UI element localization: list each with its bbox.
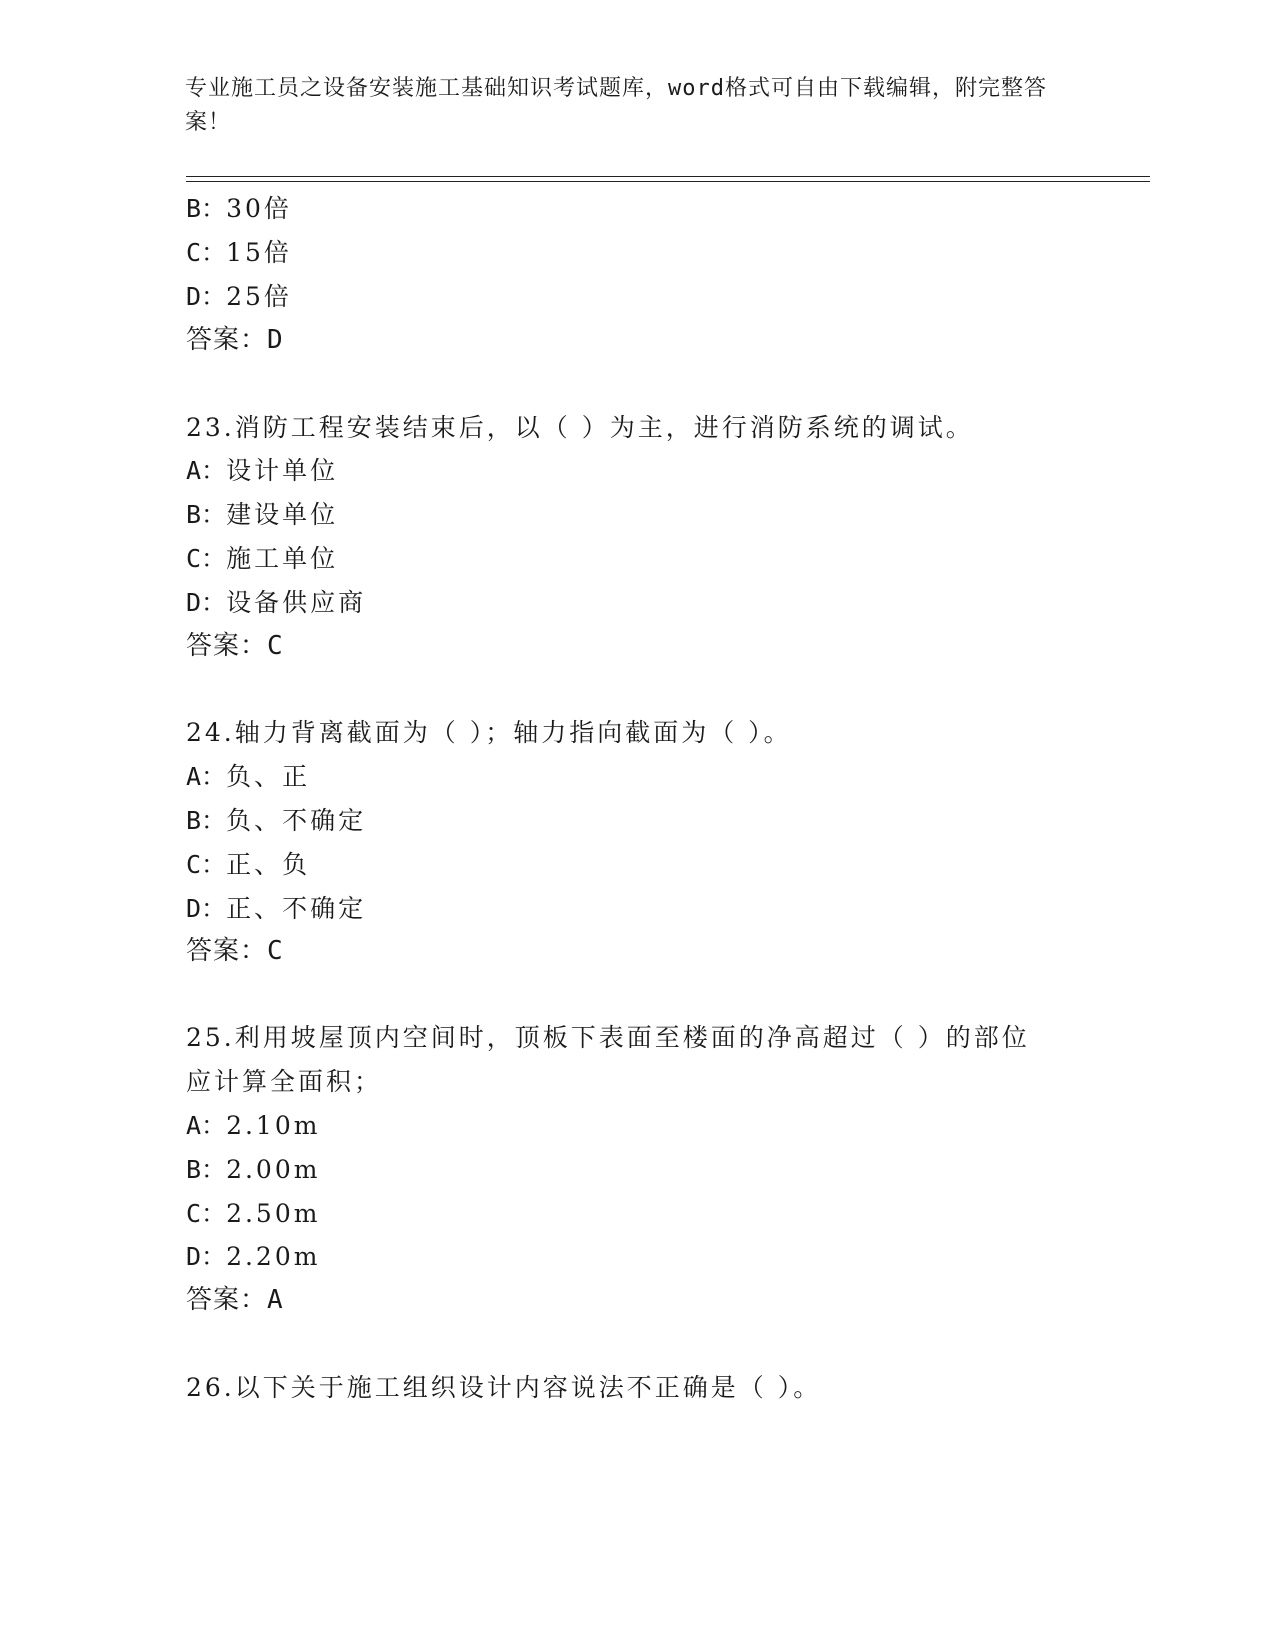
option-text: 正、不确定: [226, 894, 367, 923]
option-letter: D：: [186, 588, 227, 617]
prev-option-b: [186, 193, 292, 225]
option-text: 15倍: [226, 238, 292, 267]
option-text: 施工单位: [226, 544, 339, 573]
q23-option-c: [186, 543, 338, 575]
prev-option-c: [186, 237, 292, 269]
option-letter: C：: [186, 1199, 227, 1228]
option-text: 2.00m: [226, 1155, 321, 1184]
q23-option-a: [186, 455, 338, 487]
option-letter: B：: [186, 1155, 227, 1184]
q25-option-a: [186, 1110, 320, 1142]
q25-option-b: [186, 1154, 320, 1186]
option-letter: D：: [186, 894, 227, 923]
q25-option-c: [186, 1198, 320, 1230]
option-letter: C：: [186, 544, 227, 573]
header-divider-top: [186, 176, 1150, 177]
question-24-stem: 24.轴力背离截面为（ ）；轴力指向截面为（ ）。: [186, 718, 792, 747]
option-letter: B：: [186, 500, 227, 529]
option-text: 正、负: [226, 850, 311, 879]
header-divider-bottom: [186, 181, 1150, 182]
option-letter: B：: [186, 194, 227, 223]
option-text: 设计单位: [226, 456, 339, 485]
document-header: 专业施工员之设备安装施工基础知识考试题库，word格式可自由下载编辑，附完整答案！: [185, 76, 1047, 135]
option-text: 2.10m: [226, 1111, 321, 1140]
question-25-stem-line-1: 25.利用坡屋顶内空间时，顶板下表面至楼面的净高超过（ ）的部位: [186, 1023, 1030, 1052]
q24-option-b: [186, 805, 366, 837]
q24-option-d: [186, 893, 366, 925]
option-text: 2.20m: [226, 1242, 321, 1271]
option-text: 设备供应商: [226, 588, 367, 617]
option-text: 2.50m: [226, 1199, 321, 1228]
q24-answer: 答案：C: [186, 936, 284, 966]
prev-answer: 答案：D: [186, 325, 284, 355]
q23-answer: 答案：C: [186, 631, 284, 661]
option-text: 30倍: [226, 194, 292, 223]
option-letter: C：: [186, 850, 227, 879]
option-text: 建设单位: [226, 500, 339, 529]
q23-option-b: [186, 499, 338, 531]
option-letter: B：: [186, 806, 227, 835]
q25-answer: 答案：A: [186, 1285, 284, 1315]
prev-option-d: [186, 281, 292, 313]
q25-option-d: [186, 1241, 320, 1273]
option-letter: A：: [186, 1111, 227, 1140]
option-text: 负、正: [226, 762, 311, 791]
option-letter: D：: [186, 282, 227, 311]
option-letter: A：: [186, 762, 227, 791]
q24-option-c: [186, 849, 310, 881]
option-text: 25倍: [226, 282, 292, 311]
option-letter: C：: [186, 238, 227, 267]
question-23-stem: 23.消防工程安装结束后，以（ ）为主，进行消防系统的调试。: [186, 413, 974, 442]
question-25-stem-line-2: 应计算全面积；: [186, 1067, 383, 1096]
option-letter: D：: [186, 1242, 227, 1271]
question-26-stem: 26.以下关于施工组织设计内容说法不正确是（ ）。: [186, 1373, 822, 1402]
option-text: 负、不确定: [226, 806, 367, 835]
q24-option-a: [186, 761, 310, 793]
option-letter: A：: [186, 456, 227, 485]
q23-option-d: [186, 587, 366, 619]
